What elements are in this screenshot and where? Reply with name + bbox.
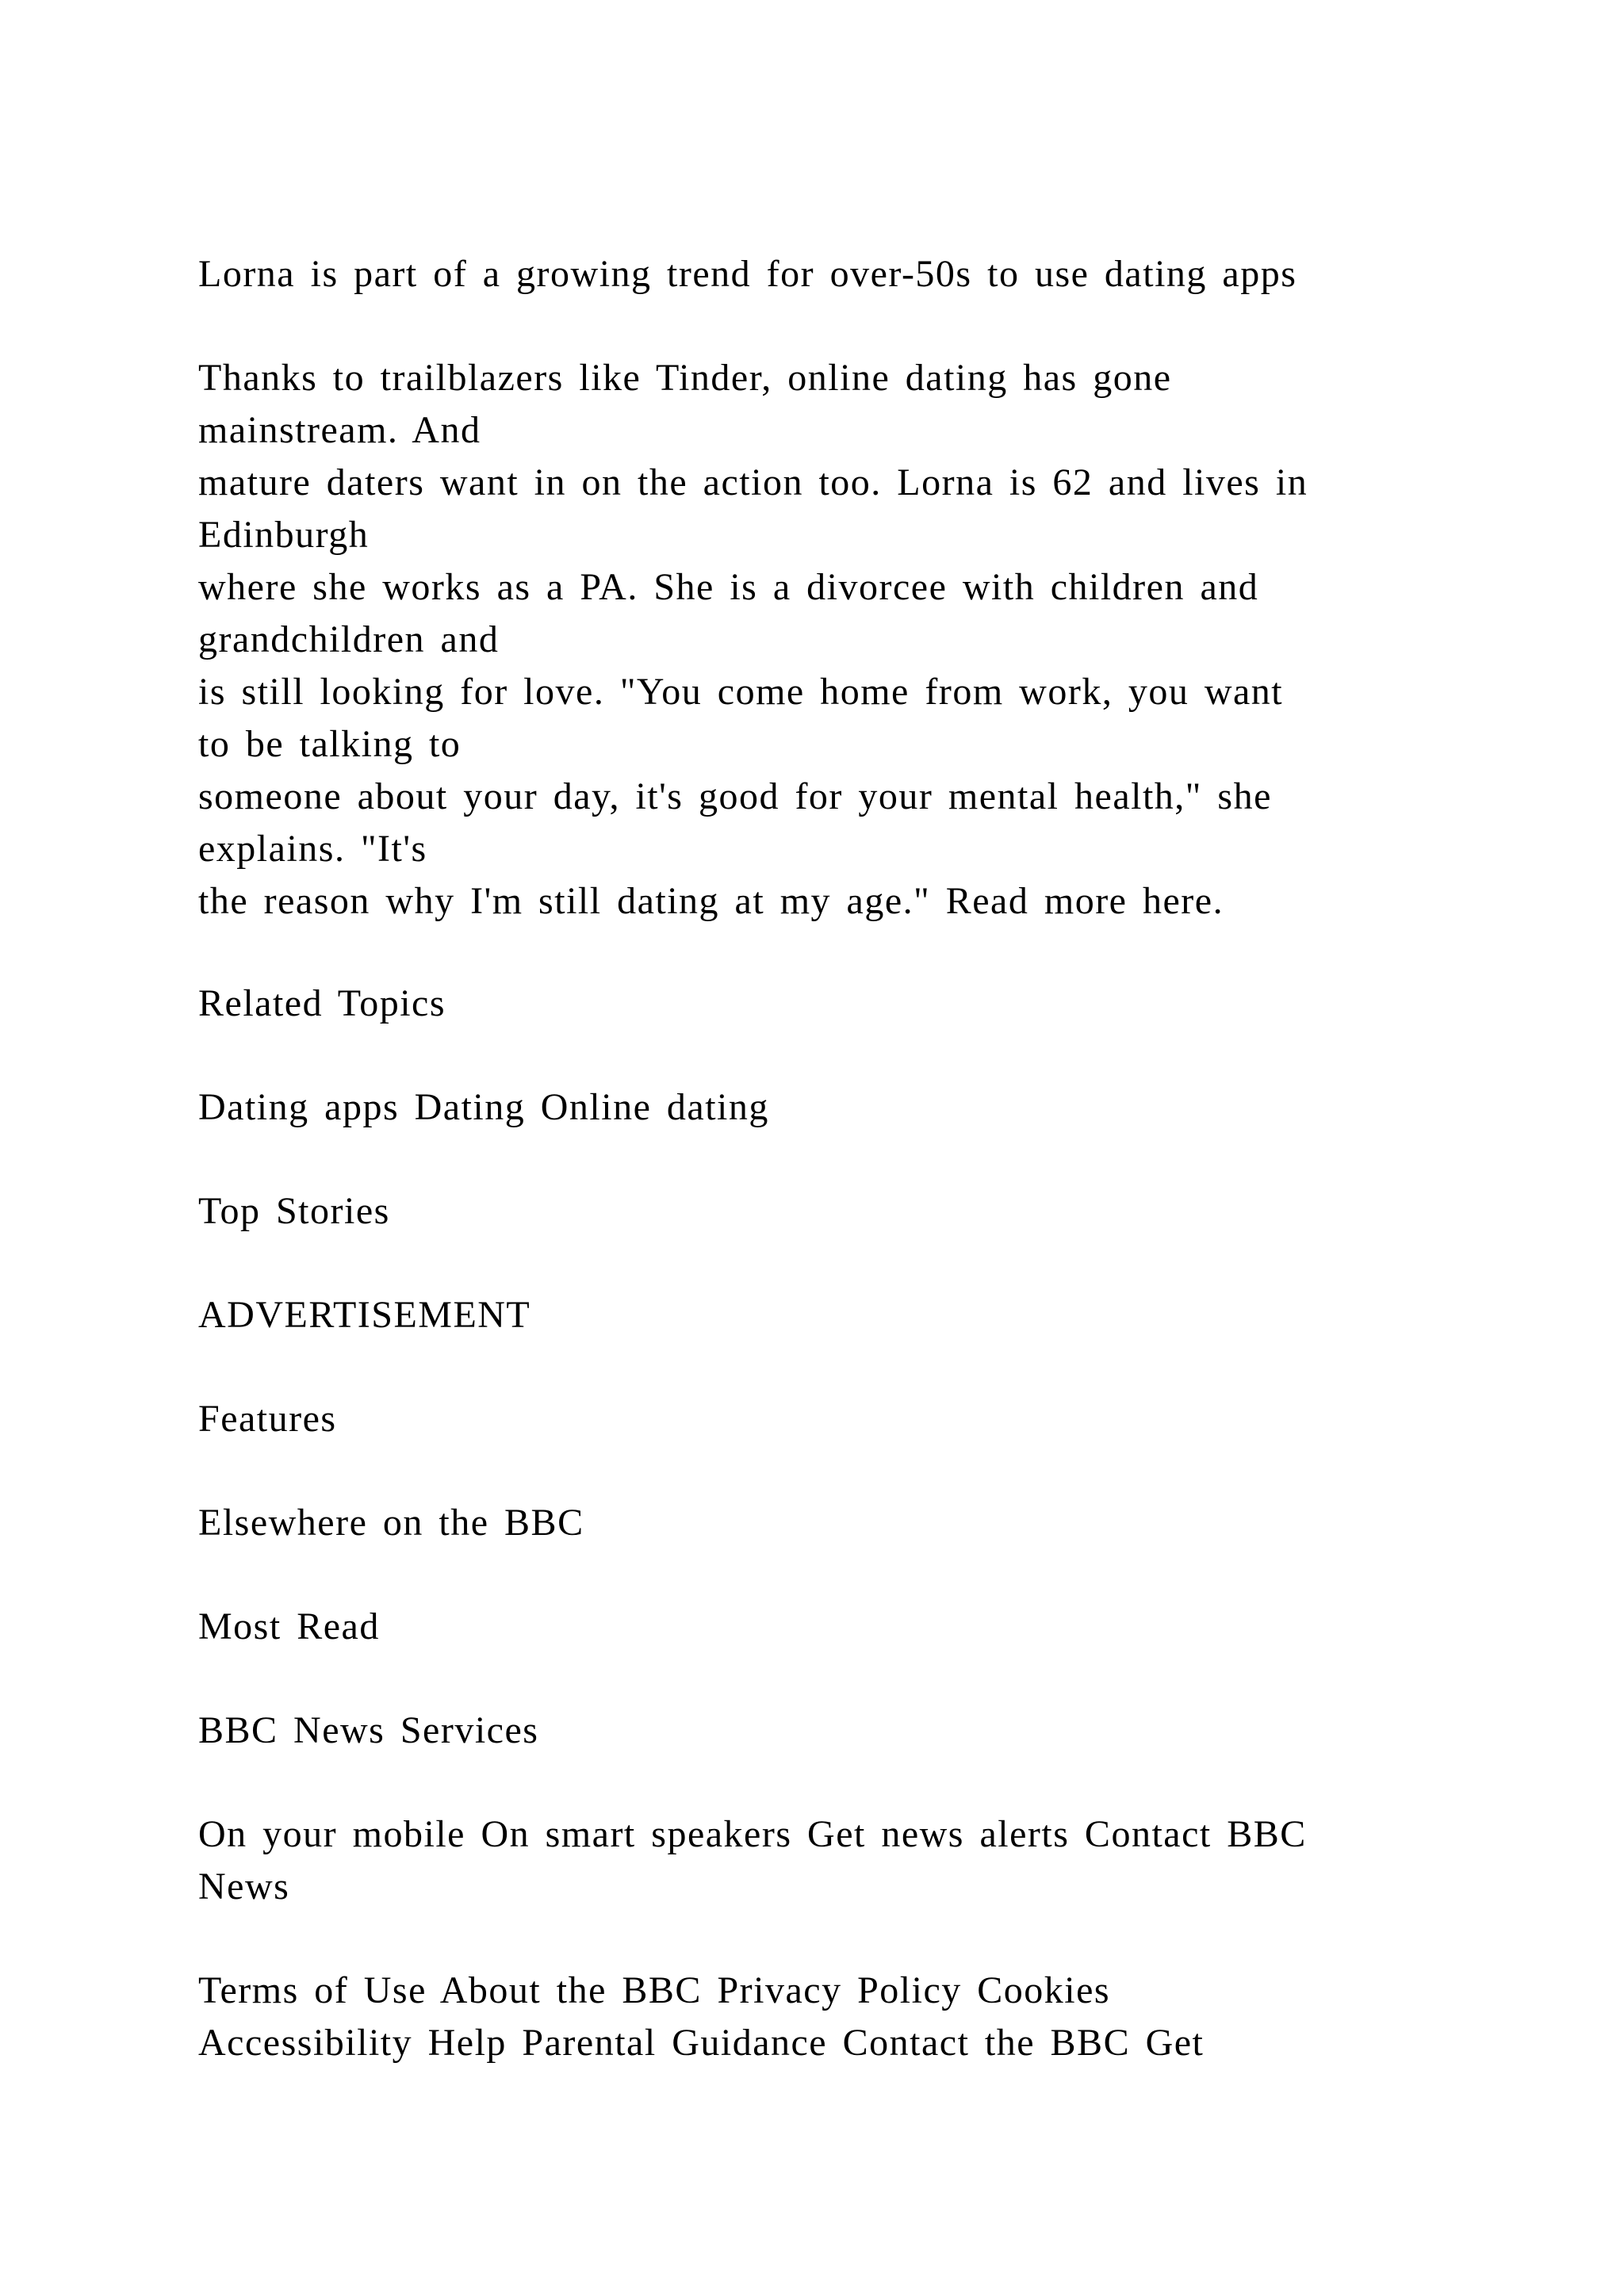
article-line-4: Edinburgh	[198, 514, 370, 556]
features-block	[198, 1393, 1499, 1445]
article-line-9: someone about your day, it's good for your mental health," she	[198, 775, 1272, 817]
footer-links-line-1[interactable]: Terms of Use About the BBC Privacy Policy Cookies	[198, 1969, 1111, 2011]
services-links-block	[198, 1808, 1499, 1913]
top-stories-heading: Top Stories	[198, 1190, 390, 1232]
related-topics-links[interactable]: Dating apps Dating Online dating	[198, 1086, 769, 1128]
services-block	[198, 1705, 1499, 1757]
article-line-5: where she works as a PA. She is a divorcee with children and	[198, 566, 1259, 608]
advertisement-block	[198, 1289, 1499, 1341]
most-read-heading: Most Read	[198, 1605, 380, 1647]
article-line-11: the reason why I'm still dating at my age." Read more here.	[198, 880, 1224, 922]
lead-paragraph	[198, 248, 1499, 300]
elsewhere-block	[198, 1497, 1499, 1549]
related-topics-links-block	[198, 1081, 1499, 1134]
article-line-8: to be talking to	[198, 723, 462, 765]
footer-links-line-2[interactable]: Accessibility Help Parental Guidance Contact the BBC Get	[198, 2022, 1205, 2064]
article-line-7: is still looking for love. "You come home from work, you want	[198, 671, 1284, 713]
services-heading: BBC News Services	[198, 1709, 539, 1751]
features-heading: Features	[198, 1398, 337, 1440]
lead-line: Lorna is part of a growing trend for over-50s to use dating apps	[198, 253, 1297, 295]
top-stories-block	[198, 1185, 1499, 1238]
most-read-block	[198, 1601, 1499, 1653]
services-links-line-1[interactable]: On your mobile On smart speakers Get news alerts Contact BBC	[198, 1813, 1307, 1855]
article-paragraph	[198, 352, 1499, 928]
related-topics-heading: Related Topics	[198, 982, 446, 1024]
related-topics-heading-block	[198, 978, 1499, 1030]
services-links-line-2[interactable]: News	[198, 1866, 290, 1908]
article-line-6: grandchildren and	[198, 618, 500, 660]
advertisement-label: ADVERTISEMENT	[198, 1294, 531, 1336]
article-line-10: explains. "It's	[198, 828, 427, 870]
article-line-3: mature daters want in on the action too. Lorna is 62 and lives in	[198, 461, 1308, 503]
footer-links-block	[198, 1965, 1499, 2069]
elsewhere-heading: Elsewhere on the BBC	[198, 1502, 584, 1544]
article-line-2: mainstream. And	[198, 409, 481, 451]
article-line-1: Thanks to trailblazers like Tinder, online dating has gone	[198, 357, 1172, 399]
